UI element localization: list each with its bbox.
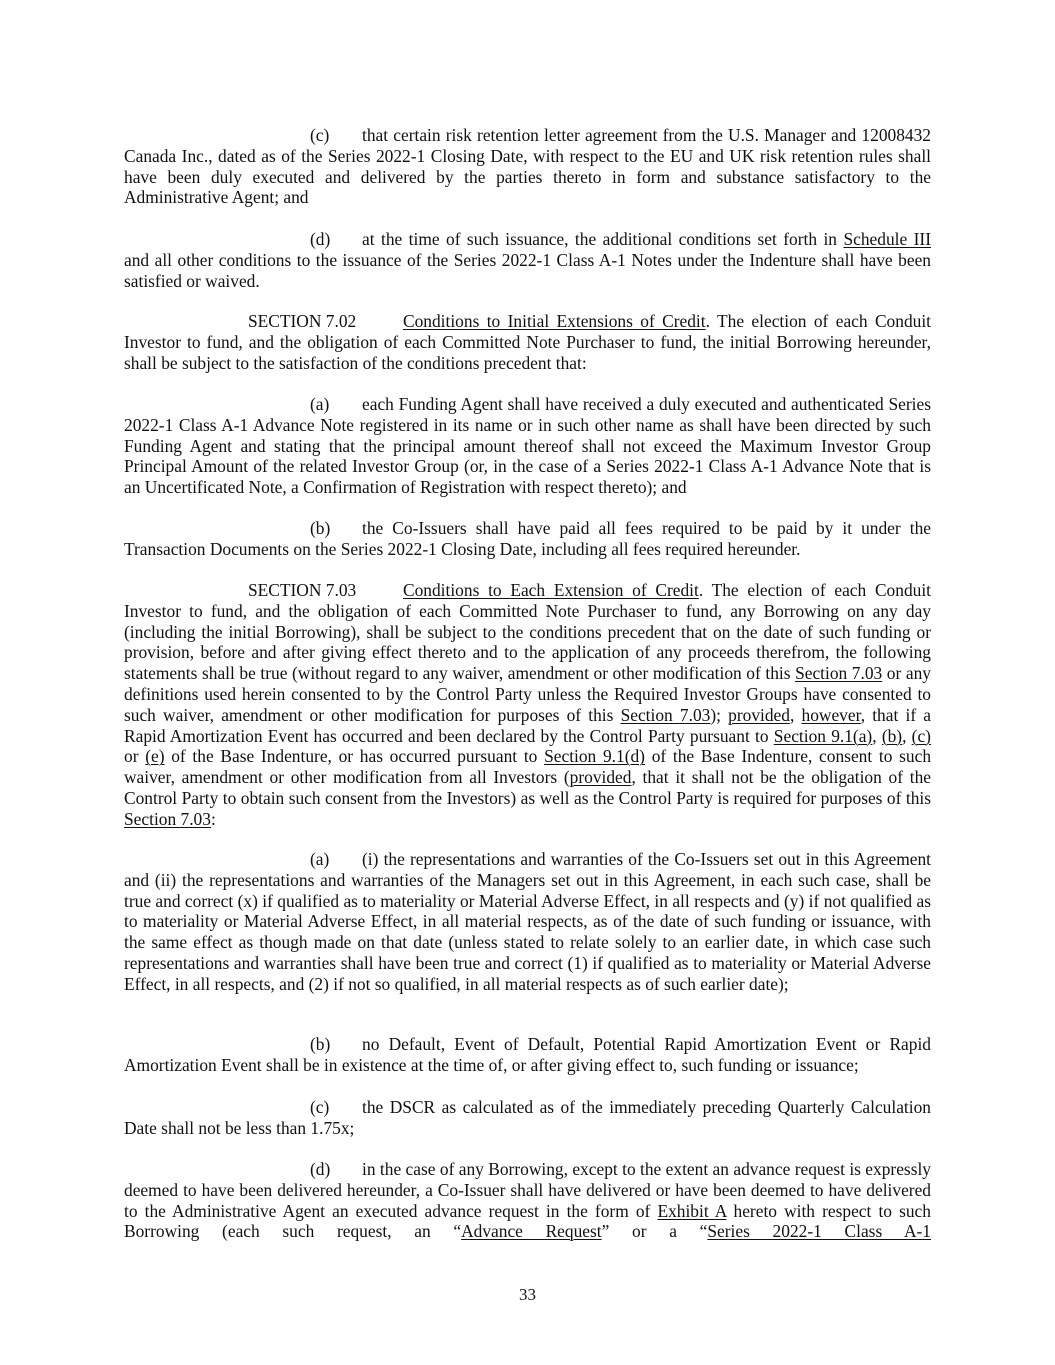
item-label: (d) <box>310 229 331 249</box>
section-reference: Section 7.03 <box>124 808 211 829</box>
item-label: (c) <box>310 1097 330 1117</box>
section-7-02-a: (a) each Funding Agent shall have received a duly executed and authenticated Series 2022-1 Class A-1 Advance Note registered in its name or in such other name as shall have been directed by such Funding Agent and stating that the principal amount thereof shall not exceed the Maximum Investor Group Principal Amount of the related Investor Group (or, in the case of a Series 2022-1 Class A-1 Advance Note that is an Uncertificated Note, a Confirmation of Registration with respect thereto); and <box>124 394 931 498</box>
section-7-03-d: (d) in the case of any Borrowing, except to the extent an advance request is expressly deemed to have been delivered hereunder, a Co-Issuer shall have delivered or have been deemed to have delivered to the Administrative Agent an executed advance request in the form of Exhibit A hereto with respect to such Borrowing (each such request, an “Advance Request” or a “Series 2022-1 Class A-1 <box>124 1159 931 1242</box>
section-number: SECTION 7.03 <box>248 580 357 600</box>
section-7-03: SECTION 7.03 Conditions to Each Extension of Credit. The election of each Conduit Investor to fund, and the obligation of each Committed Note Purchaser to fund, any Borrowing on any day (including the initial Borrowing), shall be subject to the conditions precedent that on the date of such funding or provision, before and after giving effect thereto and to the application of any proceeds therefrom, the following statements shall be true (without regard to any waiver, amendment or other modification of this Section 7.03 or any definitions used herein consented to by the Control Party unless the Required Investor Groups have consented to such waiver, amendment or other modification for purposes of this Section 7.03); provided, however, that if a Rapid Amortization Event has occurred and been declared by the Control Party pursuant to Section 9.1(a), (b), (c) or (e) of the Base Indenture, or has occurred pursuant to Section 9.1(d) of the Base Indenture, consent to such waiver, amendment or other modification from all Investors (provided, that it shall not be the obligation of the Control Party to obtain such consent from the Investors) as well as the Control Party is required for purposes of this Section 7.03: <box>124 580 932 829</box>
section-7-03-a: (a) (i) the representations and warranties of the Co-Issuers set out in this Agreement and (ii) the representations and warranties of the Managers set out in this Agreement, in each such case, shall be true and correct (x) if qualified as to materiality or Material Adverse Effect, in all respects and (y) if not qualified as to materiality or Material Adverse Effect, in all material respects, as of the date of such funding or issuance, with the same effect as though made on that date (unless stated to relate solely to an earlier date, in which case such representations and warranties shall have been true and correct (1) if qualified as to materiality or Material Adverse Effect, in all respects, and (2) if not so qualified, in all material respects as of such earlier date); <box>124 849 931 994</box>
paragraph-d: (d) at the time of such issuance, the additional conditions set forth in Schedule III and all other conditions to the issuance of the Series 2022-1 Class A-1 Notes under the Indenture shall have been satisfied or waived. <box>124 229 932 291</box>
provided-term: provided <box>569 767 632 788</box>
section-7-03-b: (b) no Default, Event of Default, Potential Rapid Amortization Event or Rapid Amortization Event shall be in existence at the time of, or after giving effect to, such funding or issuance; <box>124 1034 931 1075</box>
item-label: (a) <box>310 849 330 869</box>
section-reference: (c) <box>911 725 931 746</box>
section-7-02-b: (b) the Co-Issuers shall have paid all fees required to be paid by it under the Transaction Documents on the Series 2022-1 Closing Date, including all fees required hereunder. <box>124 518 931 559</box>
however-term: however <box>801 704 861 725</box>
section-title: Conditions to Each Extension of Credit <box>403 580 699 600</box>
section-reference: Section 9.1(d) <box>544 746 645 767</box>
section-reference: Section 7.03 <box>620 704 711 725</box>
item-label: (a) <box>310 394 330 414</box>
paragraph-c: (c) that certain risk retention letter agreement from the U.S. Manager and 12008432 Canada Inc., dated as of the Series 2022-1 Closing Date, with respect to the EU and UK risk retention rules shall have been duly executed and delivered by the parties thereto in form and substance satisfactory to the Administrative Agent; and <box>124 125 931 208</box>
section-7-03-c: (c) the DSCR as calculated as of the immediately preceding Quarterly Calculation Date shall not be less than 1.75x; <box>124 1097 931 1138</box>
item-label: (b) <box>310 1034 331 1054</box>
defined-term: Advance Request <box>461 1221 602 1242</box>
exhibit-reference: Exhibit A <box>657 1200 727 1221</box>
section-reference: Section 9.1(a) <box>773 725 873 746</box>
section-7-02: SECTION 7.02 Conditions to Initial Extensions of Credit. The election of each Conduit Investor to fund, and the obligation of each Committed Note Purchaser to fund, the initial Borrowing hereunder, shall be subject to the satisfaction of the conditions precedent that: <box>124 311 931 373</box>
page-number: 33 <box>519 1285 536 1304</box>
section-title: Conditions to Initial Extensions of Credit <box>403 311 706 331</box>
item-label: (c) <box>310 125 330 145</box>
schedule-iii-reference: Schedule III <box>843 229 932 249</box>
item-label: (b) <box>310 518 331 538</box>
section-number: SECTION 7.02 <box>248 311 357 331</box>
provided-term: provided <box>728 704 790 725</box>
item-label: (d) <box>310 1159 331 1179</box>
section-reference: (e) <box>145 746 165 767</box>
section-reference: Section 7.03 <box>795 663 883 684</box>
section-reference: (b) <box>881 725 903 746</box>
defined-term: Series 2022-1 Class A-1 <box>707 1221 931 1242</box>
